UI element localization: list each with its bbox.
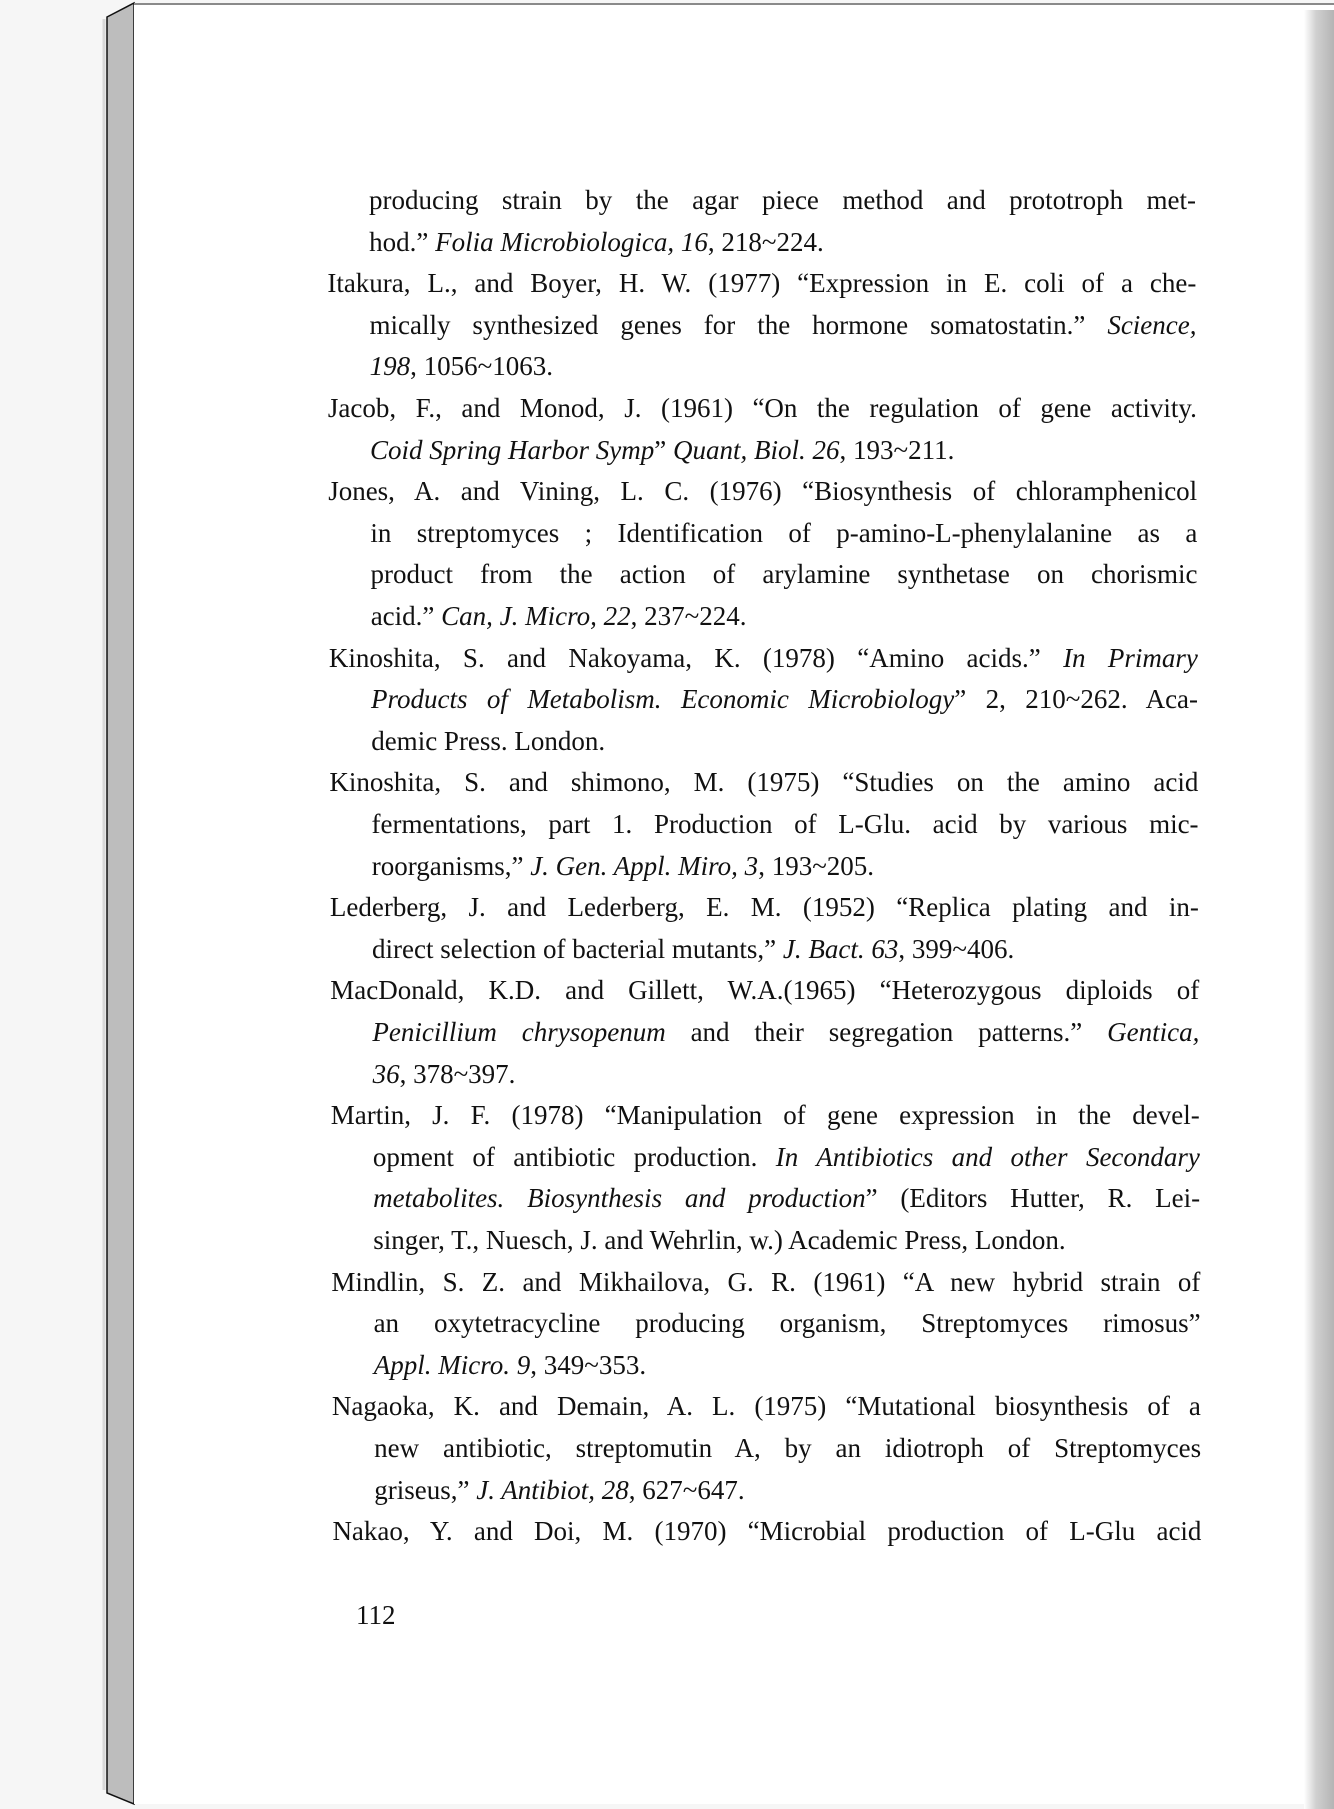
reference-entry-first-line	[332, 1385, 1201, 1427]
italic-citation-text: Can, J. Micro, 22	[441, 601, 631, 631]
reference-entry-first-line	[328, 387, 1197, 429]
reference-entry-line	[373, 1053, 1200, 1095]
citation-text: roorganisms,”	[371, 850, 531, 881]
citation-text: , 627~647.	[628, 1474, 745, 1505]
citation-text: demic Press. London.	[371, 725, 606, 756]
reference-entry-first-line	[329, 761, 1198, 803]
citation-text: ” 2, 210~262. Aca-	[954, 684, 1199, 715]
citation-text: Nagaoka, K. and Demain, A. L. (1975) “Mutational biosynthesis of a	[331, 1391, 1201, 1422]
citation-text: , 193~205.	[758, 850, 875, 881]
citation-text: Kinoshita, S. and shimono, M. (1975) “Studies on the amino acid	[329, 767, 1199, 798]
italic-citation-text: Coid Spring Harbor Symp	[370, 434, 655, 465]
reference-entry-line	[370, 512, 1197, 554]
reference-entry-first-line	[328, 470, 1197, 512]
citation-text: fermentations, part 1. Production of L-Glu. acid by various mic-	[371, 809, 1199, 839]
page-edge-shadow	[1304, 10, 1334, 1809]
citation-text: , 193~211.	[839, 434, 955, 465]
citation-text: opment of antibiotic production.	[372, 1141, 776, 1172]
reference-entry-line	[372, 803, 1199, 845]
citation-text: Martin, J. F. (1978) “Manipulation of gene expression in the devel-	[330, 1100, 1200, 1131]
italic-citation-text: In Antibiotics and other Secondary	[775, 1141, 1200, 1172]
italic-citation-text: 36	[372, 1058, 400, 1089]
reference-entry-line	[372, 1011, 1199, 1053]
reference-entry-line	[371, 678, 1198, 720]
citation-text: hod.”	[369, 226, 436, 257]
reference-entry-first-line	[329, 637, 1198, 679]
reference-entry-line	[374, 1344, 1201, 1386]
citation-text: , 349~353.	[530, 1349, 647, 1380]
reference-entry-line	[372, 845, 1199, 887]
citation-text: ”	[654, 434, 674, 465]
citation-text: Lederberg, J. and Lederberg, E. M. (1952) “Replica plating and in-	[329, 892, 1199, 923]
citation-text: , 237~224.	[630, 601, 747, 631]
reference-entry-line	[373, 1219, 1200, 1261]
reference-entry-first-line	[330, 886, 1199, 928]
citation-text: singer, T., Nuesch, J. and Wehrlin, w.) Academic Press, London.	[373, 1225, 1066, 1255]
reference-entry-line	[371, 595, 1198, 637]
citation-text: , 1056~1063.	[410, 351, 554, 382]
reference-entry-first-line	[369, 179, 1196, 221]
reference-entry-first-line	[327, 262, 1196, 304]
reference-entry-line	[371, 553, 1198, 595]
citation-text: Jacob, F., and Monod, J. (1961) “On the regulation of gene activity.	[327, 393, 1197, 423]
citation-text: , 218~224.	[707, 226, 824, 257]
reference-entry-line	[372, 928, 1199, 970]
italic-citation-text: Products of Metabolism. Economic Microbiology	[371, 684, 955, 715]
citation-text: mically synthesized genes for the hormone somatostatin.”	[369, 309, 1108, 340]
reference-entry-first-line	[330, 969, 1199, 1011]
italic-citation-text: 198	[369, 351, 411, 382]
citation-text: Jones, A. and Vining, L. C. (1976) “Biosynthesis of chloramphenicol	[328, 476, 1198, 507]
citation-text: Nakao, Y. and Doi, M. (1970) “Microbial production of L-Glu acid	[332, 1516, 1202, 1547]
reference-entry-line	[374, 1427, 1201, 1469]
citation-text: an oxytetracycline producing organism, Streptomyces rimosus”	[373, 1308, 1201, 1339]
italic-citation-text: J. Bact. 63	[782, 933, 899, 964]
citation-text: MacDonald, K.D. and Gillett, W.A.(1965) “Heterozygous diploids of	[330, 975, 1200, 1006]
reference-entry-line	[373, 1177, 1200, 1219]
reference-entry-line	[370, 429, 1197, 471]
reference-entry-first-line	[332, 1510, 1201, 1552]
citation-text: acid.”	[370, 601, 442, 631]
italic-citation-text: Quant, Biol. 26	[673, 434, 840, 465]
citation-text: in streptomyces ; Identification of p-amino-L-phenylalanine as a	[370, 517, 1198, 548]
reference-entry-line	[374, 1302, 1201, 1344]
reference-entry-first-line	[331, 1261, 1200, 1303]
citation-text: Itakura, L., and Boyer, H. W. (1977) “Expression in E. coli of a che-	[327, 268, 1197, 299]
page-number: 112	[356, 1600, 396, 1630]
citation-text: Kinoshita, S. and Nakoyama, K. (1978) “Amino acids.”	[328, 642, 1064, 673]
italic-citation-text: metabolites. Biosynthesis and production	[373, 1183, 866, 1214]
citation-text: Mindlin, S. Z. and Mikhailova, G. R. (1961) “A new hybrid strain of	[331, 1266, 1201, 1297]
citation-text: product from the action of arylamine synthetase on chorismic	[370, 559, 1198, 590]
reference-entry-line	[374, 1469, 1201, 1511]
citation-text: and their segregation patterns.”	[665, 1017, 1108, 1047]
italic-citation-text: In Primary	[1063, 642, 1198, 673]
citation-text: , 378~397.	[399, 1058, 516, 1089]
italic-citation-text: J. Gen. Appl. Miro, 3	[530, 850, 759, 881]
reference-entry-line	[373, 1136, 1200, 1178]
citation-text: new antibiotic, streptomutin A, by an idiotroph of Streptomyces	[374, 1433, 1202, 1463]
citation-text: direct selection of bacterial mutants,”	[372, 933, 783, 964]
italic-citation-text: Gentica,	[1107, 1017, 1200, 1047]
italic-citation-text: Appl. Micro. 9	[373, 1349, 531, 1380]
reference-entry-first-line	[331, 1094, 1200, 1136]
reference-entry-line	[369, 221, 1196, 263]
citation-text: griseus,”	[374, 1474, 477, 1505]
citation-text: ” (Editors Hutter, R. Lei-	[865, 1183, 1201, 1214]
italic-citation-text: J. Antibiot, 28	[476, 1474, 629, 1505]
citation-text: , 399~406.	[898, 933, 1015, 964]
reference-entry-line	[370, 345, 1197, 387]
italic-citation-text: Science,	[1107, 309, 1197, 340]
reference-entry-line	[370, 304, 1197, 346]
reference-entry-line	[371, 720, 1198, 762]
citation-text: producing strain by the agar piece method and prototroph met-	[369, 185, 1196, 215]
italic-citation-text: Folia Microbiologica, 16	[435, 226, 708, 257]
italic-citation-text: Penicillium chrysopenum	[372, 1017, 666, 1047]
